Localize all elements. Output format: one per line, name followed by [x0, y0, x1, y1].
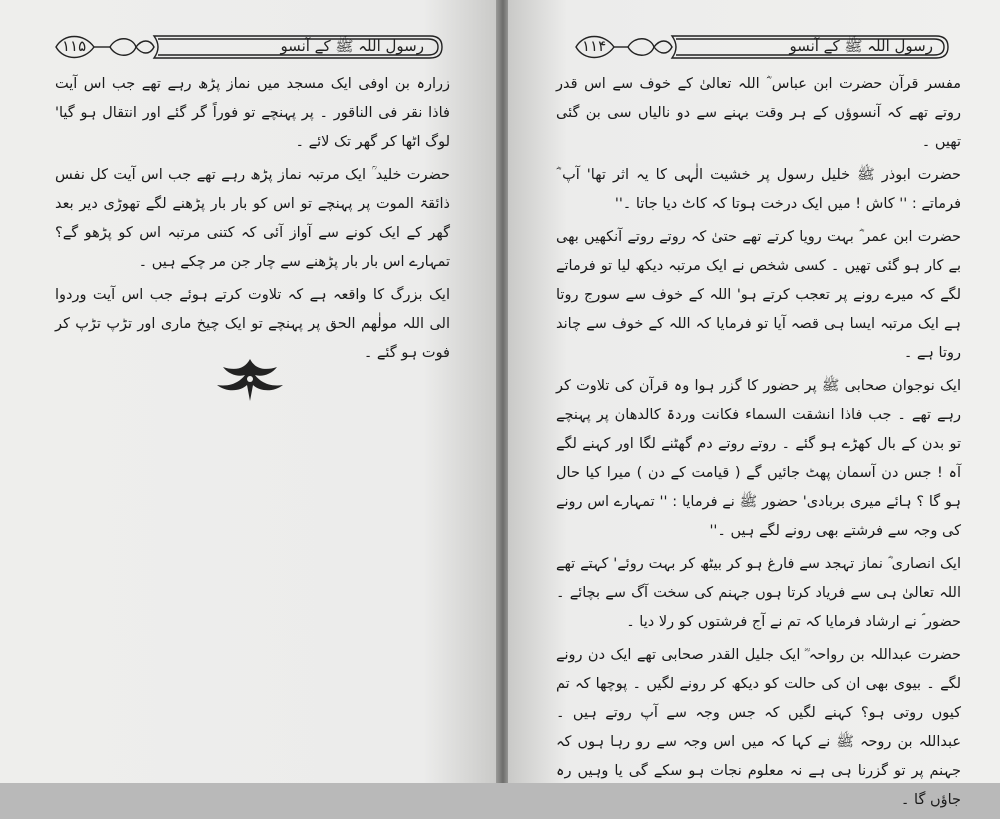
right-page-header — [570, 30, 955, 64]
paragraph: حضرت ابن عمر ؓ بہت رویا کرتے تھے حتیٰ کہ روتے روتے آنکھیں بھی بے کار ہو گئی تھیں ۔ کسی شخص نے ایک مرتبہ دیکھ لیا تو فرماتے لگے کہ میرے رونے پر تعجب کرتے ہو' اللہ کے خوف سے سورج روتا ہے ایک مرتبہ ایسا ہی قصہ آیا تو فرمایا کہ اللہ کے خوف سے چاند روتا ہے ۔ — [556, 229, 961, 361]
section-end-ornament-icon — [205, 355, 295, 405]
paragraph: مفسر قرآن حضرت ابن عباس ؓ اللہ تعالیٰ کے خوف سے اس قدر روتے تھے کہ آنسوؤں کے ہر وقت بہنے سے دو نالیاں سی بن گئی تھیں ۔ — [556, 76, 961, 150]
paragraph: حضرت عبداللہ بن رواحہ ؓ ایک جلیل القدر صحابی تھے ایک دن رونے لگے ۔ بیوی بھی ان کی حالت کو دیکھ کر رونے لگیں ۔ پوچھا کہ تم کیوں روتی ہو؟ کہنے لگیں کہ جس وجہ سے آپ روتے ہیں ۔ عبداللہ بن روحہ ﷺ نے کہا کہ میں اس وجہ سے رو رہا ہوں کہ جہنم پر تو گزرنا ہی ہے نہ معلوم نجات ہو سکے گی یا وہیں رہ جاؤں گا ۔ — [556, 647, 961, 808]
page-number: ۱۱۴ — [582, 37, 607, 55]
paragraph: ایک انصاری ؓ نماز تہجد سے فارغ ہو کر بیٹھ کر بہت روئے' کہتے تھے اللہ تعالیٰ ہی سے فریاد کرتا ہوں جہنم کی سخت آگ سے بچائے ۔ حضور ؐ نے ارشاد فرمایا کہ تم نے آج فرشتوں کو رلا دیا ۔ — [556, 556, 961, 630]
right-page-body — [556, 70, 961, 819]
page-number: ۱۱۵ — [62, 37, 87, 55]
paragraph: ایک بزرگ کا واقعہ ہے کہ تلاوت کرتے ہوئے جب اس آیت وردوا الی اللہ مولٰھم الحق پر پہنچے تو ایک چیخ ماری اور تڑپ تڑپ کر فوت ہو گئے ۔ — [55, 287, 450, 361]
left-page-header — [50, 30, 450, 64]
right-page — [508, 0, 1000, 808]
paragraph: زرارہ بن اوفی ایک مسجد میں نماز پڑھ رہے تھے جب اس آیت فاذا نقر فی الناقور ۔ پر پہنچے تو فوراً گر گئے اور انتقال ہو گیا' لوگ اٹھا کر گھر تک لائے ۔ — [55, 76, 450, 150]
running-title: رسول اللہ ﷺ کے آنسو — [280, 37, 424, 55]
left-page — [0, 0, 498, 783]
running-title: رسول اللہ ﷺ کے آنسو — [789, 37, 933, 55]
paragraph: ایک نوجوان صحابی ﷺ پر حضور کا گزر ہوا وہ قرآن کی تلاوت کر رہے تھے ۔ جب فاذا انشقت السماء فکانت وردۃ کالدھان پر پہنچے تو بدن کے بال کھڑے ہو گئے ۔ روتے روتے دم گھٹنے لگا اور کہنے لگے آہ ! جس دن آسمان پھٹ جائیں گے ( قیامت کے دن ) میرا کیا حال ہو گا ؟ ہائے میری بربادی' حضور ﷺ نے فرمایا : '' تمہارے اس رونے کی وجہ سے فرشتے بھی رونے لگے ہیں ۔'' — [556, 378, 961, 539]
paragraph: حضرت ابوذر ﷺ خلیل رسول پر خشیت الٰہی کا یہ اثر تھا' آپ ؓ فرماتے : '' کاش ! میں ایک درخت ہوتا کہ کاٹ دیا جاتا ۔'' — [556, 167, 961, 212]
paragraph: حضرت خلید ؒ ایک مرتبہ نماز پڑھ رہے تھے جب اس آیت کل نفس ذائقۃ الموت پر پہنچے تو اس کو بار بار پڑھنے لگے تھوڑی دیر بعد گھر کے ایک کونے سے آواز آئی کہ کتنی مرتبہ اس کو پڑھو گے؟ تمہارے اس بار بار پڑھنے سے چار جن مر چکے ہیں ۔ — [55, 167, 450, 270]
left-page-body — [55, 70, 450, 372]
